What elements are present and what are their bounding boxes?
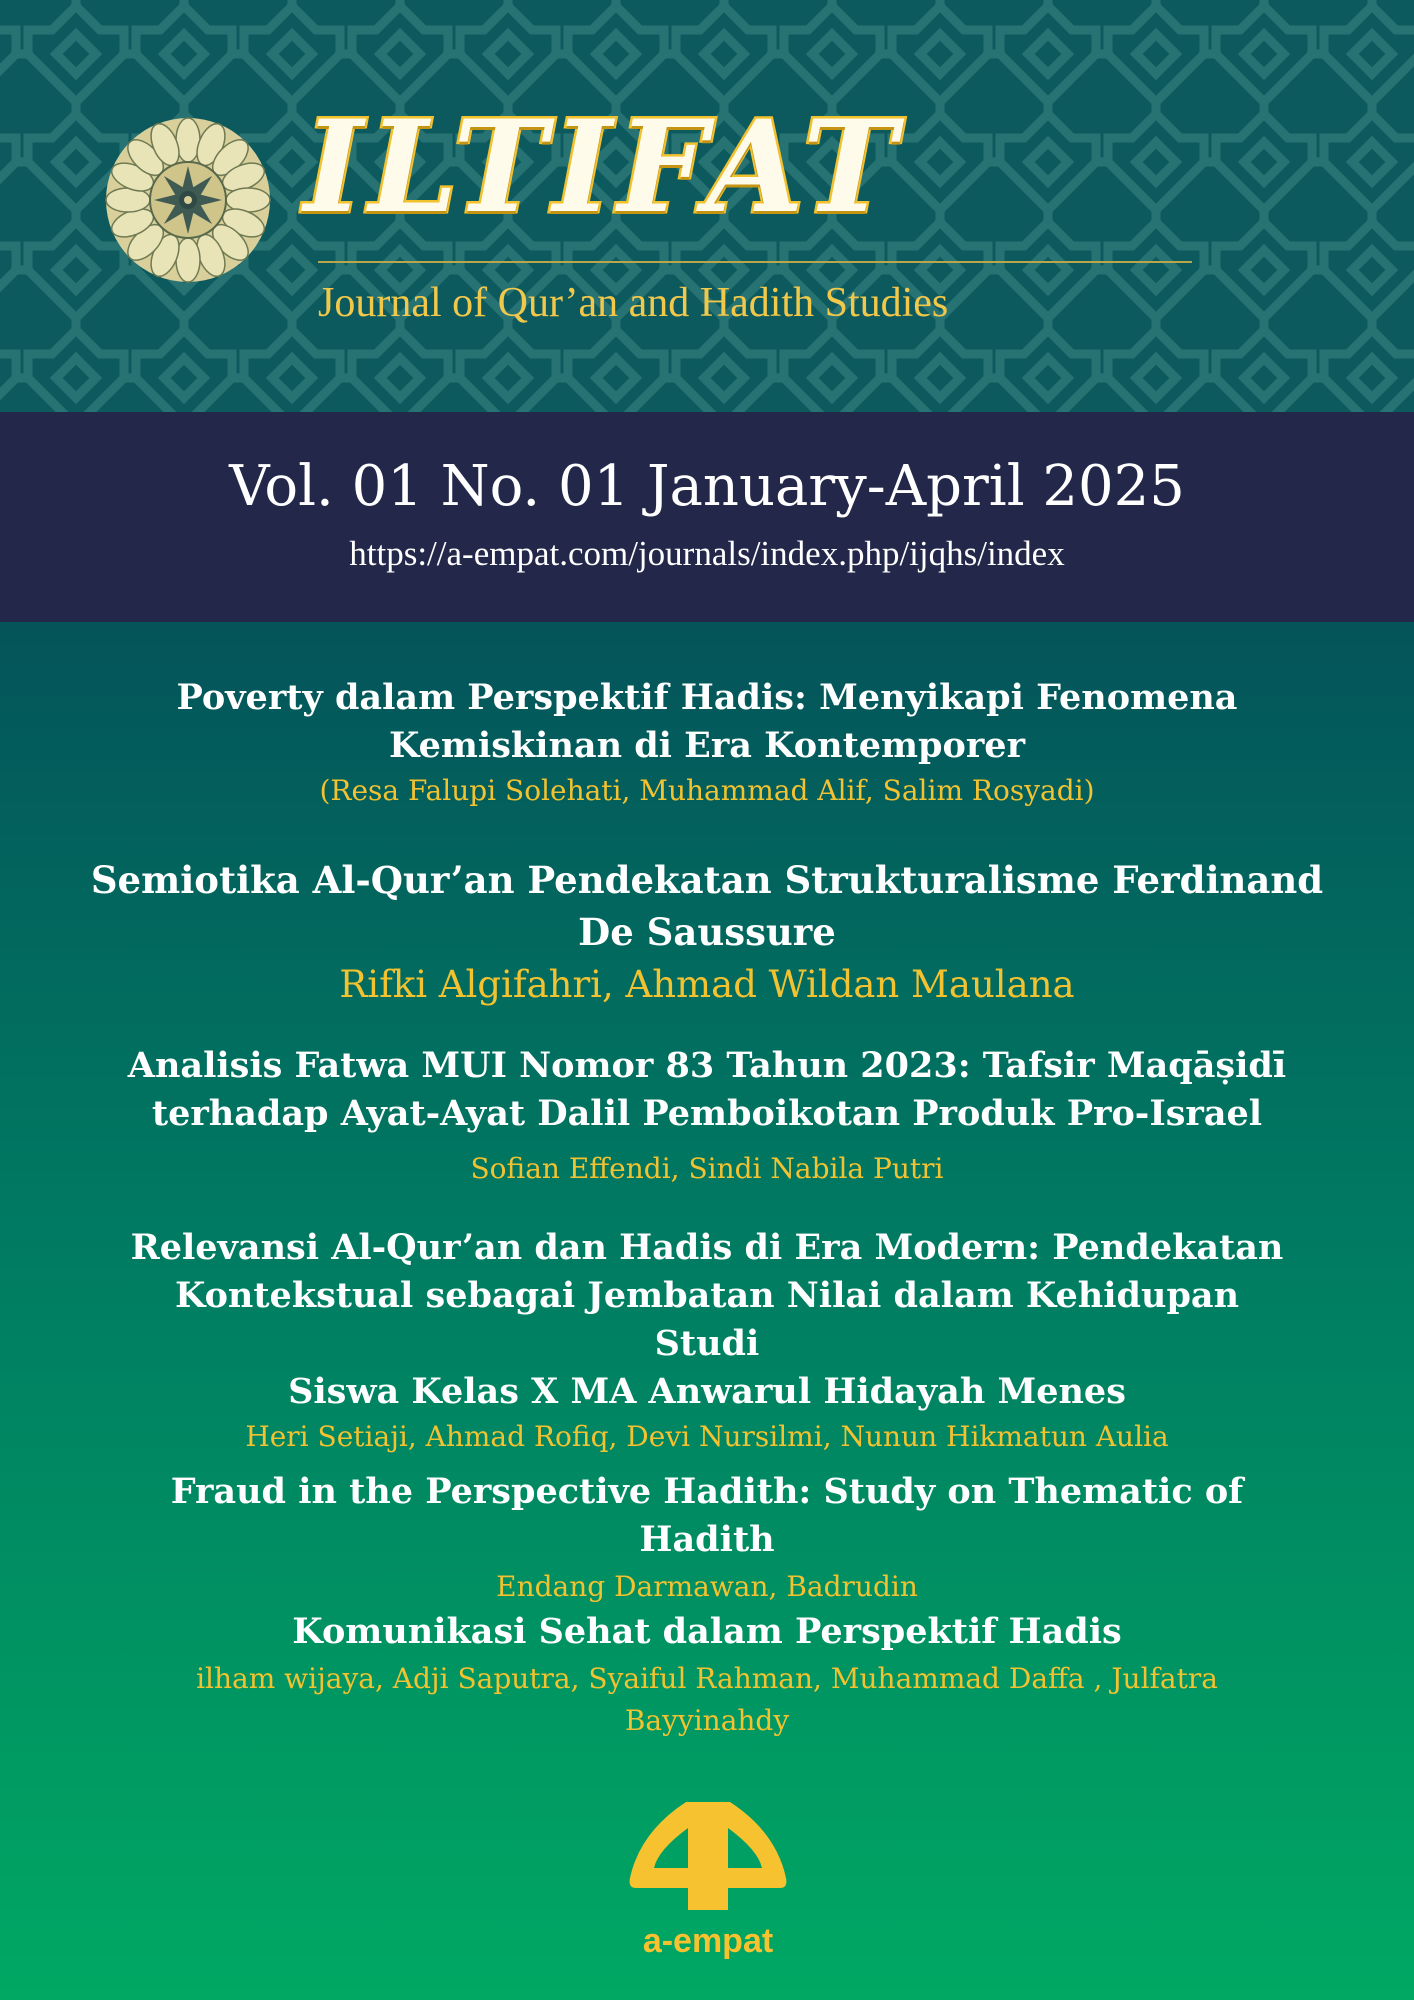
article-title-line: Relevansi Al-Qur’an dan Hadis di Era Modern: Pendekatan xyxy=(130,1227,1284,1268)
article-title xyxy=(127,1224,1287,1416)
article-title xyxy=(107,1468,1307,1564)
article-title-line: Komunikasi Sehat dalam Perspektif Hadis xyxy=(292,1611,1122,1652)
journal-header xyxy=(0,0,1414,412)
article-authors: (Resa Falupi Solehati, Muhammad Alif, Salim Rosyadi) xyxy=(319,774,1095,807)
article-authors: Sofian Effendi, Sindi Nabila Putri xyxy=(470,1152,944,1185)
issue-band xyxy=(0,412,1414,622)
article-authors: Rifki Algifahri, Ahmad Wildan Maulana xyxy=(339,963,1075,1006)
article-authors: Heri Setiaji, Ahmad Rofiq, Devi Nursilmi, Nunun Hikmatun Aulia xyxy=(245,1420,1169,1453)
journal-url-link[interactable]: https://a-empat.com/journals/index.php/ijqhs/index xyxy=(349,534,1065,573)
article-title-line: Fraud in the Perspective Hadith: Study on Thematic of Hadith xyxy=(170,1471,1244,1560)
article-title-line: terhadap Ayat-Ayat Dalil Pemboikotan Produk Pro-Israel xyxy=(151,1093,1263,1134)
article-title-line: Kemiskinan di Era Kontemporer xyxy=(388,725,1026,766)
article-item[interactable] xyxy=(0,1224,1414,1458)
article-title-line: Semiotika Al-Qur’an Pendekatan Strukturalisme Ferdinand xyxy=(90,858,1324,902)
article-title-line: Siswa Kelas X MA Anwarul Hidayah Menes xyxy=(288,1371,1126,1412)
article-authors-line: ilham wijaya, Adji Saputra, Syaiful Rahman, Muhammad Daffa , Julfatra xyxy=(196,1662,1218,1695)
mandala-ornament-icon xyxy=(104,116,272,284)
article-authors xyxy=(0,1658,1414,1742)
article-authors: Endang Darmawan, Badrudin xyxy=(496,1570,918,1603)
journal-title: ILTIFAT xyxy=(304,93,903,241)
article-item[interactable] xyxy=(0,1468,1414,1608)
article-item[interactable] xyxy=(0,1042,1414,1190)
publisher-logo-text: a-empat xyxy=(642,1922,774,1960)
article-title-line: Poverty dalam Perspektif Hadis: Menyikapi Fenomena xyxy=(176,677,1238,718)
article-title xyxy=(127,1042,1287,1138)
article-title xyxy=(87,854,1327,958)
article-item[interactable] xyxy=(0,674,1414,812)
title-divider xyxy=(318,261,1192,263)
article-title xyxy=(127,674,1287,770)
article-title-line: De Saussure xyxy=(578,910,836,954)
publisher-logo-icon xyxy=(624,1792,792,1960)
issue-volume: Vol. 01 No. 01 January-April 2025 xyxy=(229,454,1185,519)
journal-subtitle: Journal of Qur’an and Hadith Studies xyxy=(318,280,949,326)
article-item[interactable] xyxy=(0,1608,1414,1742)
article-item[interactable] xyxy=(0,854,1414,1012)
article-title-line: Analisis Fatwa MUI Nomor 83 Tahun 2023: Tafsir Maqāṣidī xyxy=(127,1045,1287,1086)
article-title xyxy=(107,1608,1307,1656)
article-authors-line: Bayyinahdy xyxy=(624,1704,790,1737)
article-title-line: Kontekstual sebagai Jembatan Nilai dalam Kehidupan Studi xyxy=(174,1275,1240,1364)
